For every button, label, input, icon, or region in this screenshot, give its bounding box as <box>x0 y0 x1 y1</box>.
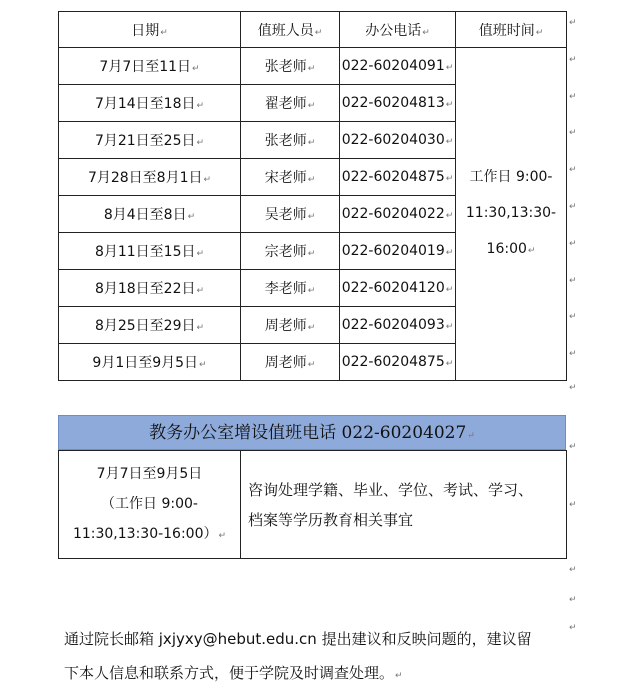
notice-line: 通过院长邮箱 jxjyxy@hebut.edu.cn 提出建议和反映问题的，建议留 <box>64 630 532 648</box>
schedule-staff-cell-text: 周老师 <box>264 355 307 371</box>
schedule-staff-cell <box>241 270 340 307</box>
paragraph-mark-icon: ↵ <box>218 530 227 541</box>
office-duty-row <box>59 451 567 559</box>
paragraph-mark-icon: ↵ <box>569 383 577 393</box>
paragraph-mark-icon: ↵ <box>535 27 544 38</box>
paragraph-mark-icon: ↵ <box>307 212 316 222</box>
schedule-phone-cell-text: 022-60204030 <box>341 132 445 148</box>
office-scope-line: 档案等学历教育相关事宜 <box>248 510 414 529</box>
paragraph-mark-icon: ↵ <box>196 138 205 148</box>
schedule-date-cell <box>59 307 241 344</box>
feedback-notice <box>64 622 564 693</box>
schedule-date-cell <box>59 196 241 233</box>
paragraph-mark-icon: ↵ <box>445 137 454 147</box>
header-hours <box>456 12 567 48</box>
schedule-staff-cell-text: 李老师 <box>264 281 307 297</box>
notice-line: 下本人信息和联系方式，便于学院及时调查处理。 <box>64 664 395 682</box>
schedule-date-cell-text: 7月28日至8月1日 <box>87 170 203 186</box>
schedule-date-cell <box>59 122 241 159</box>
schedule-staff-cell-text: 张老师 <box>264 59 307 75</box>
schedule-phone-cell <box>340 122 456 159</box>
notice-line-wrap <box>64 656 564 693</box>
office-duty-banner <box>58 415 566 450</box>
duty-hours-line: 工作日 9:00- <box>469 169 553 185</box>
paragraph-mark-icon: ↵ <box>445 174 454 184</box>
schedule-phone-cell-text: 022-60204093 <box>341 317 445 333</box>
schedule-staff-cell-text: 张老师 <box>264 133 307 149</box>
paragraph-mark-icon: ↵ <box>196 323 205 333</box>
schedule-date-cell <box>59 344 241 381</box>
paragraph-mark-icon: ↵ <box>527 246 536 256</box>
duty-hours-line: 11:30,13:30- <box>465 205 557 221</box>
paragraph-mark-icon: ↵ <box>314 27 323 38</box>
schedule-phone-cell <box>340 344 456 381</box>
schedule-staff-cell-text: 宋老师 <box>264 170 307 186</box>
office-period-line: 11:30,13:30-16:00） <box>72 525 218 542</box>
office-banner-text: 教务办公室增设值班电话 022-60204027 <box>149 423 467 443</box>
paragraph-mark-icon: ↵ <box>445 359 454 369</box>
paragraph-mark-icon: ↵ <box>307 323 316 333</box>
schedule-date-cell <box>59 48 241 85</box>
paragraph-mark-icon: ↵ <box>307 249 316 259</box>
row-end-mark-icon: ↵ <box>569 165 577 175</box>
schedule-phone-cell-text: 022-60204091 <box>341 58 445 74</box>
row-end-mark-icon: ↵ <box>569 92 577 102</box>
paragraph-mark-icon: ↵ <box>445 322 454 332</box>
paragraph-mark-icon: ↵ <box>445 211 454 221</box>
schedule-staff-cell <box>241 307 340 344</box>
header-staff-label: 值班人员 <box>257 22 314 39</box>
paragraph-mark-icon: ↵ <box>307 138 316 148</box>
paragraph-mark-icon: ↵ <box>199 360 207 370</box>
header-date-label: 日期 <box>131 22 160 39</box>
schedule-staff-cell-text: 宗老师 <box>264 244 307 260</box>
row-end-mark-icon: ↵ <box>569 55 577 65</box>
paragraph-mark-icon: ↵ <box>569 623 577 633</box>
duty-schedule-table <box>58 11 567 381</box>
schedule-staff-cell <box>241 196 340 233</box>
schedule-date-cell-text: 8月11日至15日 <box>94 244 196 260</box>
office-duty-period <box>59 451 241 559</box>
schedule-staff-cell <box>241 48 340 85</box>
paragraph-mark-icon: ↵ <box>307 101 316 111</box>
schedule-staff-cell <box>241 85 340 122</box>
schedule-staff-cell-text: 吴老师 <box>264 207 307 223</box>
schedule-staff-cell-text: 周老师 <box>264 318 307 334</box>
schedule-date-cell-text: 8月4日至8日 <box>103 207 187 223</box>
schedule-phone-cell-text: 022-60204019 <box>341 243 445 259</box>
office-scope-line: 咨询处理学籍、毕业、学位、考试、学习、 <box>248 480 534 499</box>
schedule-date-cell-text: 8月18日至22日 <box>94 281 196 297</box>
row-end-mark-icon: ↵ <box>569 128 577 138</box>
paragraph-mark-icon: ↵ <box>307 175 316 185</box>
schedule-date-cell-text: 9月1日至9月5日 <box>92 355 199 371</box>
schedule-phone-cell-text: 022-60204875 <box>341 169 445 185</box>
row-end-mark-icon: ↵ <box>569 202 577 212</box>
paragraph-mark-icon: ↵ <box>445 100 454 110</box>
row-end-mark-icon: ↵ <box>569 312 577 322</box>
paragraph-mark-icon: ↵ <box>307 360 316 370</box>
header-phone-label: 办公电话 <box>365 22 422 39</box>
row-end-mark-icon: ↵ <box>569 276 577 286</box>
office-period-line: （工作日 9:00- <box>101 495 198 512</box>
header-staff <box>241 12 340 48</box>
office-period-line-wrap <box>59 519 240 551</box>
row-end-mark-icon: ↵ <box>569 500 577 510</box>
paragraph-mark-icon: ↵ <box>307 286 316 296</box>
schedule-staff-cell-text: 翟老师 <box>264 96 307 112</box>
schedule-phone-cell <box>340 196 456 233</box>
schedule-phone-cell <box>340 307 456 344</box>
header-phone <box>340 12 456 48</box>
paragraph-mark-icon: ↵ <box>187 212 196 222</box>
schedule-date-cell <box>59 270 241 307</box>
schedule-date-cell-text: 7月21日至25日 <box>94 133 196 149</box>
schedule-staff-cell <box>241 233 340 270</box>
schedule-phone-cell-text: 022-60204813 <box>341 95 445 111</box>
paragraph-mark-icon: ↵ <box>422 27 430 38</box>
row-end-mark-icon: ↵ <box>569 18 577 28</box>
schedule-row <box>59 48 567 85</box>
schedule-staff-cell <box>241 159 340 196</box>
office-period-line: 7月7日至9月5日 <box>96 465 203 482</box>
schedule-date-cell <box>59 85 241 122</box>
row-end-mark-icon: ↵ <box>569 239 577 249</box>
header-hours-label: 值班时间 <box>478 22 535 39</box>
schedule-phone-cell-text: 022-60204120 <box>341 280 445 296</box>
schedule-phone-cell <box>340 85 456 122</box>
schedule-phone-cell <box>340 159 456 196</box>
paragraph-mark-icon: ↵ <box>569 565 577 575</box>
paragraph-mark-icon: ↵ <box>445 285 454 295</box>
paragraph-mark-icon: ↵ <box>196 101 205 111</box>
header-date <box>59 12 241 48</box>
schedule-phone-cell <box>340 233 456 270</box>
paragraph-mark-icon: ↵ <box>203 175 212 185</box>
office-duty-scope <box>241 451 567 559</box>
schedule-date-cell <box>59 159 241 196</box>
paragraph-mark-icon: ↵ <box>445 248 454 258</box>
paragraph-mark-icon: ↵ <box>160 27 168 38</box>
row-end-mark-icon: ↵ <box>569 442 577 452</box>
schedule-phone-cell <box>340 48 456 85</box>
paragraph-mark-icon: ↵ <box>196 249 205 259</box>
schedule-phone-cell-text: 022-60204875 <box>341 354 445 370</box>
schedule-date-cell-text: 7月14日至18日 <box>94 96 196 112</box>
paragraph-mark-icon: ↵ <box>395 671 403 681</box>
schedule-date-cell-text: 8月25日至29日 <box>94 318 196 334</box>
paragraph-mark-icon: ↵ <box>569 595 577 605</box>
duty-hours-line: 16:00 <box>486 241 527 257</box>
schedule-staff-cell <box>241 122 340 159</box>
schedule-date-cell-text: 7月7日至11日 <box>99 59 192 75</box>
duty-hours-cell <box>456 48 567 381</box>
paragraph-mark-icon: ↵ <box>467 431 475 441</box>
paragraph-mark-icon: ↵ <box>445 63 454 73</box>
paragraph-mark-icon: ↵ <box>196 286 205 296</box>
schedule-phone-cell <box>340 270 456 307</box>
paragraph-mark-icon: ↵ <box>307 64 316 74</box>
schedule-staff-cell <box>241 344 340 381</box>
schedule-phone-cell-text: 022-60204022 <box>341 206 445 222</box>
office-duty-table <box>58 450 567 559</box>
schedule-date-cell <box>59 233 241 270</box>
table-header-row <box>59 12 567 48</box>
paragraph-mark-icon: ↵ <box>192 64 200 74</box>
row-end-mark-icon: ↵ <box>569 349 577 359</box>
